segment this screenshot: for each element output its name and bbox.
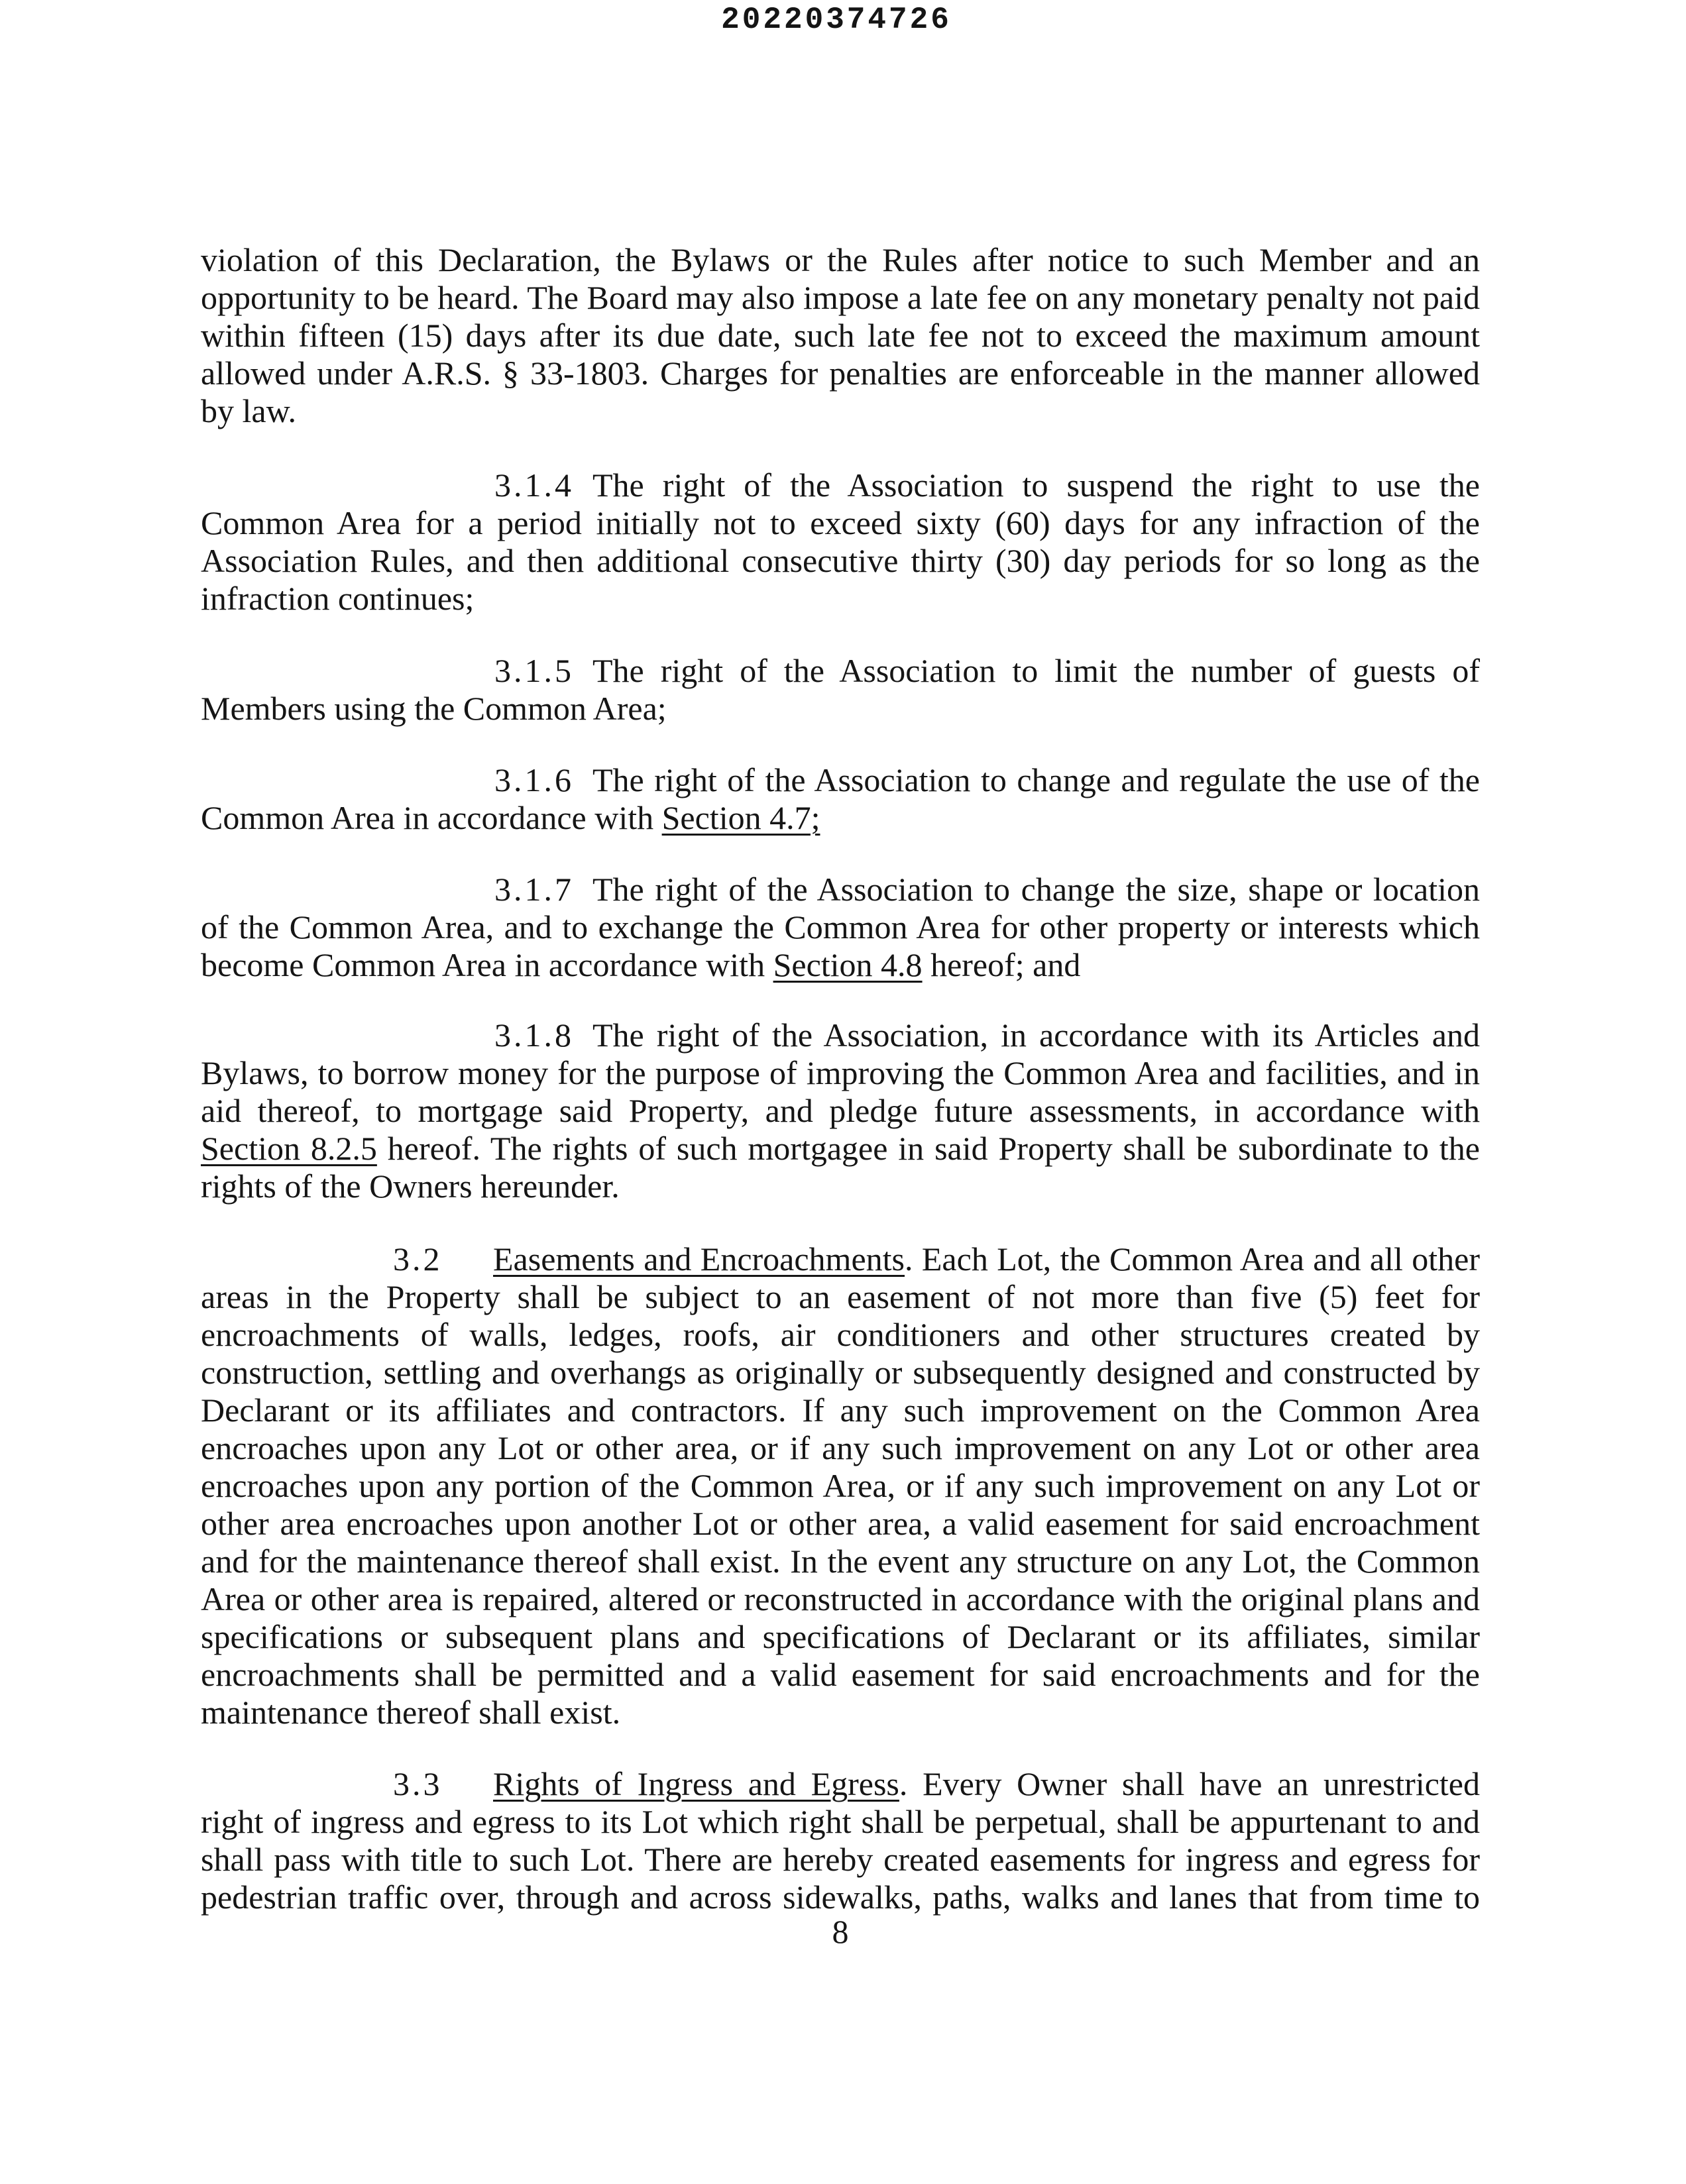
line-text-tail: . Each Lot, the Common Area and all other <box>905 1240 1480 1278</box>
paragraph-3-1-7 <box>201 871 1480 984</box>
line-text: The right of the Association to suspend the right to use the <box>592 466 1480 504</box>
text-line <box>201 1092 1480 1130</box>
text-line <box>201 355 1480 392</box>
first-line <box>201 1240 1480 1278</box>
line-text: by law. <box>201 392 296 429</box>
line-text-tail: . Every Owner shall have an unrestricted <box>899 1765 1480 1802</box>
text-line <box>201 1316 1480 1354</box>
paragraph-continuation <box>201 241 1480 430</box>
section-reference: Section 4.8 <box>773 946 923 983</box>
first-line <box>201 466 1480 504</box>
line-text: encroaches upon any portion of the Common Area, or if any such improvement on any Lot or <box>201 1467 1480 1504</box>
line-text: Association Rules, and then additional consecutive thirty (30) day periods for so long as the <box>201 542 1480 579</box>
line-text: allowed under A.R.S. § 33-1803. Charges for penalties are enforceable in the manner allowed <box>201 355 1480 392</box>
lead-text <box>592 466 1480 504</box>
line-text: encroaches upon any Lot or other area, or if any such improvement on any Lot or other area <box>201 1429 1480 1466</box>
text-line <box>201 241 1480 279</box>
section-number: 3.1.7 <box>494 871 574 908</box>
line-text: rights of the Owners hereunder. <box>201 1168 620 1205</box>
line-text: Bylaws, to borrow money for the purpose of improving the Common Area and facilities, and in <box>201 1054 1480 1091</box>
line-text: infraction continues; <box>201 580 475 617</box>
section-number: 3.1.8 <box>494 1016 574 1054</box>
line-text: Common Area in accordance with <box>201 799 662 836</box>
text-line <box>201 1054 1480 1092</box>
text-line <box>201 690 1480 728</box>
line-text: maintenance thereof shall exist. <box>201 1694 621 1731</box>
text-line <box>201 542 1480 580</box>
text-line <box>201 1841 1480 1879</box>
lead-text <box>592 871 1480 908</box>
line-text: Area or other area is repaired, altered or reconstructed in accordance with the original plans and <box>201 1580 1480 1617</box>
line-text: construction, settling and overhangs as originally or subsequently designed and constructed by <box>201 1354 1480 1391</box>
paragraph-3-1-6 <box>201 761 1480 837</box>
text-line <box>201 1467 1480 1505</box>
line-text: become Common Area in accordance with <box>201 946 773 983</box>
text-line <box>201 392 1480 430</box>
line-text: aid thereof, to mortgage said Property, and pledge future assessments, in accordance with <box>201 1092 1480 1129</box>
lead-text <box>592 1016 1480 1054</box>
text-line <box>201 946 1480 984</box>
text-line <box>201 1580 1480 1618</box>
line-text: specifications or subsequent plans and specifications of Declarant or its affiliates, similar <box>201 1618 1480 1655</box>
section-number: 3.1.6 <box>494 761 574 798</box>
line-text: encroachments shall be permitted and a valid easement for said encroachments and for the <box>201 1656 1480 1693</box>
line-text: Members using the Common Area; <box>201 690 667 727</box>
line-text <box>201 1130 1480 1167</box>
text-line <box>201 1392 1480 1429</box>
text-line <box>201 1879 1480 1916</box>
text-line <box>201 1429 1480 1467</box>
lead-text <box>592 652 1480 690</box>
section-number: 3.3 <box>393 1765 443 1802</box>
text-line <box>201 1130 1480 1168</box>
line-text: The right of the Association to limit the number of guests of <box>592 652 1480 689</box>
text-line <box>201 908 1480 946</box>
section-reference: Section 8.2.5 <box>201 1130 377 1167</box>
line-text: Common Area for a period initially not to exceed sixty (60) days for any infraction of the <box>201 504 1480 541</box>
line-text: The right of the Association, in accordance with its Articles and <box>592 1016 1480 1054</box>
line-text <box>493 1240 1480 1278</box>
section-number: 3.1.5 <box>494 652 574 689</box>
page-number: 8 <box>832 1913 849 1950</box>
line-text <box>493 1765 1480 1802</box>
first-line <box>201 1016 1480 1054</box>
line-text: hereof; and <box>922 946 1081 983</box>
line-text: The right of the Association to change the size, shape or location <box>592 871 1480 908</box>
lead-text <box>493 1240 1480 1278</box>
line-text: Declarant or its affiliates and contractors. If any such improvement on the Common Area <box>201 1392 1480 1429</box>
section-3-2 <box>201 1240 1480 1731</box>
line-text: encroachments of walls, ledges, roofs, air conditioners and other structures created by <box>201 1316 1480 1353</box>
section-number: 3.2 <box>393 1240 443 1278</box>
text-line <box>201 580 1480 618</box>
section-reference: Section 4.7; <box>661 799 820 836</box>
text-line <box>201 317 1480 355</box>
section-number: 3.1.4 <box>494 466 574 504</box>
section-heading: Rights of Ingress and Egress <box>493 1765 899 1802</box>
section-heading: Easements and Encroachments <box>493 1240 905 1278</box>
line-text: violation of this Declaration, the Bylaws or the Rules after notice to such Member and an <box>201 241 1480 278</box>
text-line <box>201 1354 1480 1392</box>
lead-text <box>592 761 1480 799</box>
line-text: other area encroaches upon another Lot or other area, a valid easement for said encroachment <box>201 1505 1480 1542</box>
text-line <box>201 799 1480 837</box>
line-text: The right of the Association to change and regulate the use of the <box>592 761 1480 798</box>
line-text: shall pass with title to such Lot. There are hereby created easements for ingress and egress for <box>201 1841 1480 1878</box>
section-3-3 <box>201 1765 1480 1916</box>
text-line <box>201 1543 1480 1580</box>
line-text: right of ingress and egress to its Lot which right shall be perpetual, shall be appurtenant to and <box>201 1803 1480 1840</box>
text-line <box>201 1803 1480 1841</box>
line-text: within fifteen (15) days after its due date, such late fee not to exceed the maximum amount <box>201 317 1480 354</box>
text-line <box>201 1656 1480 1694</box>
line-text: of the Common Area, and to exchange the Common Area for other property or interests which <box>201 908 1480 946</box>
text-line <box>201 1278 1480 1316</box>
lead-text <box>493 1765 1480 1803</box>
line-text: areas in the Property shall be subject to an easement of not more than five (5) feet for <box>201 1278 1480 1315</box>
text-line <box>201 1618 1480 1656</box>
line-text: opportunity to be heard. The Board may also impose a late fee on any monetary penalty not paid <box>201 279 1480 316</box>
recording-number: 20220374726 <box>721 3 952 37</box>
text-line <box>201 1168 1480 1205</box>
line-text: pedestrian traffic over, through and across sidewalks, paths, walks and lanes that from time to <box>201 1879 1480 1916</box>
text-line <box>201 1505 1480 1543</box>
text-line <box>201 279 1480 317</box>
first-line <box>201 871 1480 908</box>
paragraph-3-1-8 <box>201 1016 1480 1205</box>
text-line <box>201 1694 1480 1731</box>
first-line <box>201 1765 1480 1803</box>
line-text: and for the maintenance thereof shall exist. In the event any structure on any Lot, the Common <box>201 1543 1480 1580</box>
line-text-tail: hereof. The rights of such mortgagee in said Property shall be subordinate to the <box>376 1130 1480 1167</box>
first-line <box>201 652 1480 690</box>
text-line <box>201 504 1480 542</box>
first-line <box>201 761 1480 799</box>
paragraph-3-1-5 <box>201 652 1480 728</box>
paragraph-3-1-4 <box>201 466 1480 618</box>
